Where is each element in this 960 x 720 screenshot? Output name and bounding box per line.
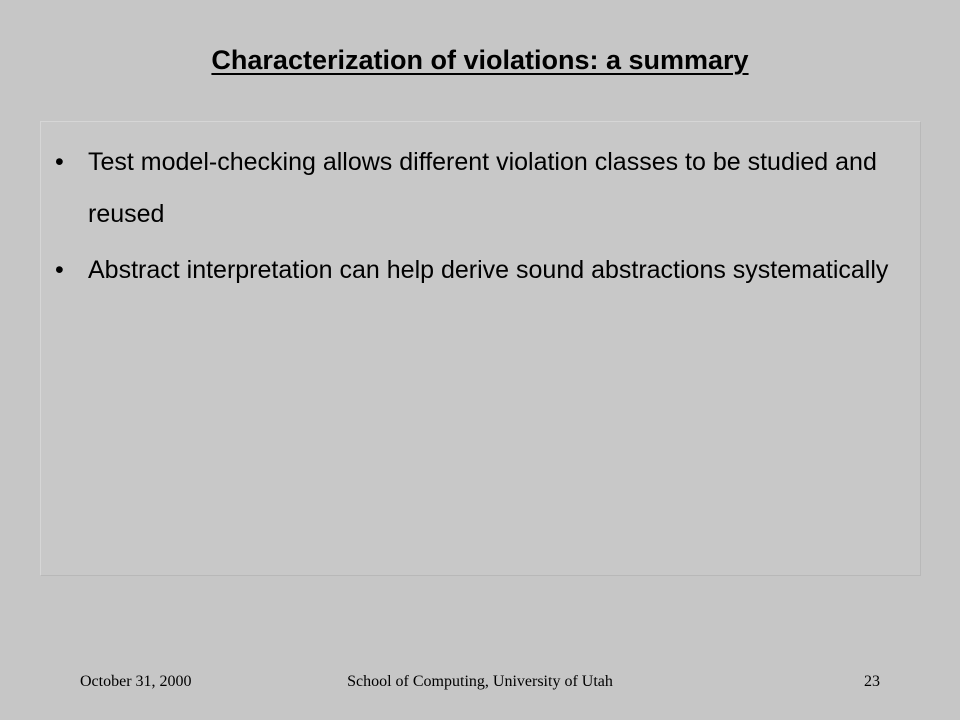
- footer-date: October 31, 2000: [80, 673, 192, 690]
- footer-page-number: 23: [864, 673, 880, 690]
- bullet-marker: •: [55, 256, 64, 284]
- footer-organization: School of Computing, University of Utah: [347, 673, 613, 690]
- bullet-text: Test model-checking allows different violation classes to be studied and reused: [88, 148, 877, 228]
- slide-title: Characterization of violations: a summary: [211, 45, 749, 75]
- bullet-text: Abstract interpretation can help derive sound abstractions systematically: [88, 256, 889, 284]
- bullet-list: [41, 136, 922, 300]
- bullet-marker: •: [55, 148, 64, 176]
- content-box: [40, 121, 921, 576]
- bullet-item: [41, 136, 922, 240]
- bullet-item: [41, 244, 922, 296]
